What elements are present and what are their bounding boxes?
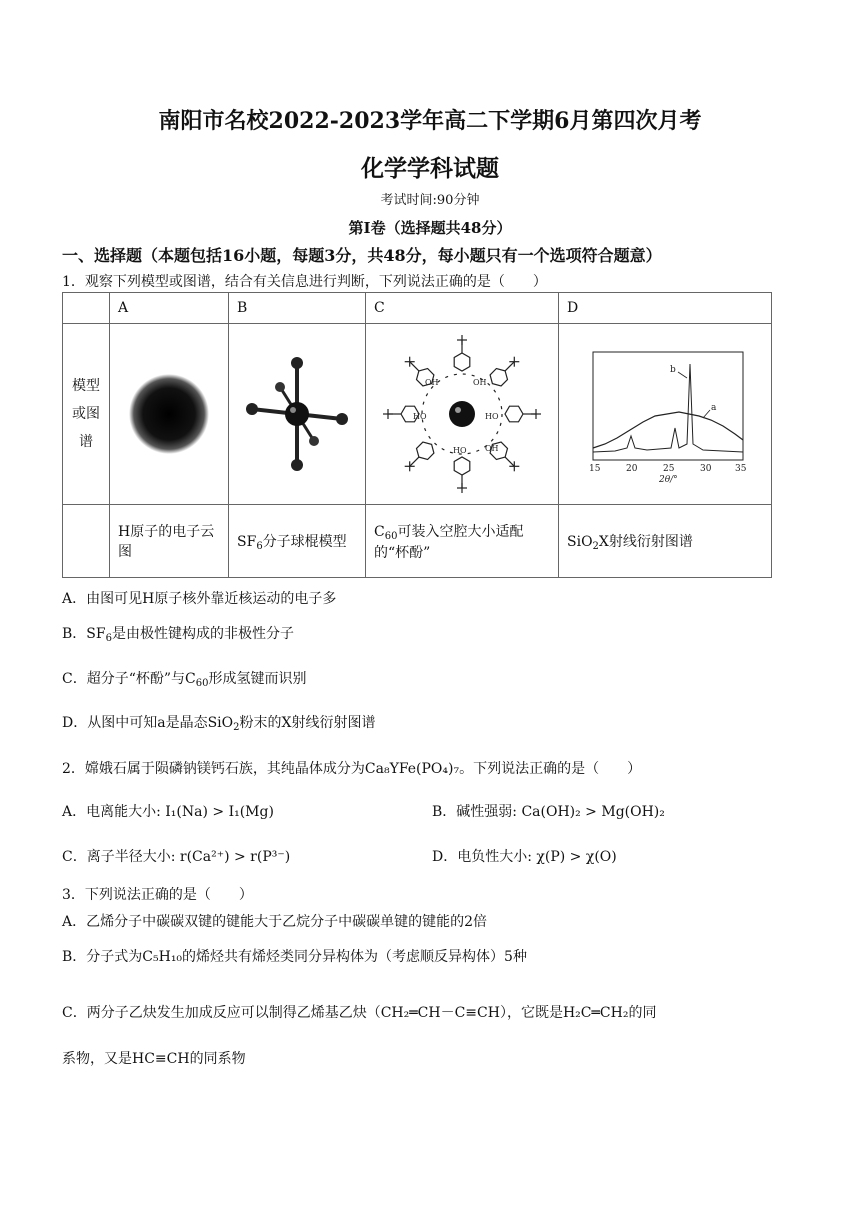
phenyl-ring xyxy=(417,442,434,459)
ho-label-3: HO xyxy=(485,412,499,421)
oh-label-1: OH xyxy=(425,378,439,387)
phenyl-ring xyxy=(505,406,523,422)
q1-c-text: 形成氢键而识别 xyxy=(208,671,307,687)
tert-butyl-bond xyxy=(505,362,514,371)
caption-b-sub: 6 xyxy=(256,540,263,552)
calixarene-image xyxy=(377,329,547,499)
cell-sf6-model xyxy=(229,324,366,505)
q1-b-label: B． xyxy=(62,626,87,642)
volume-heading: 第I卷（选择题共48分） xyxy=(348,219,512,237)
q2-stem xyxy=(62,758,641,778)
q1-c-label: C．超分子“杯酚”与 xyxy=(62,671,186,687)
q1-stem: 1．观察下列模型或图谱，结合有关信息进行判断，下列说法正确的是（ ） xyxy=(62,274,547,290)
col-label-a: A xyxy=(110,293,229,324)
sf6-ball-stick-image xyxy=(242,349,352,479)
curve-a-line xyxy=(593,412,743,448)
q2-stem-text: 2．嫦娥石属于陨磷钠镁钙石族，其纯晶体成分为 xyxy=(62,761,365,777)
tick-15: 15 xyxy=(589,464,601,474)
q1-b-text: 是由极性键构成的非极性分子 xyxy=(111,626,294,642)
q2-stem-end: 。下列说法正确的是（ ） xyxy=(459,761,642,777)
phenyl-ring xyxy=(454,457,470,475)
q1-caption-row xyxy=(63,505,772,578)
exam-subtitle: 化学学科试题 xyxy=(361,155,499,182)
caption-corner-cell xyxy=(63,505,110,578)
phenyl-ring xyxy=(490,369,507,386)
caption-d-formula: SiO xyxy=(567,533,593,550)
phenyl-ring xyxy=(454,353,470,371)
q1-option-b xyxy=(62,623,294,644)
q3-option-c-cont: 系物，又是HC≡CH的同系物 xyxy=(62,1051,246,1067)
q3-option-a: A．乙烯分子中碳碳双键的键能大于乙烷分子中碳碳单键的键能的2倍 xyxy=(62,914,488,930)
q2-option-c: C．离子半径大小: r(Ca²⁺) > r(P³⁻) xyxy=(62,849,291,865)
cell-electron-cloud xyxy=(110,324,229,505)
caption-c-sub: 60 xyxy=(384,530,398,542)
q1-option-d xyxy=(62,712,375,733)
q2-option-b: B．碱性强弱: Ca(OH)₂ > Mg(OH)₂ xyxy=(432,804,665,820)
q1-d-sub: 2 xyxy=(233,722,240,733)
tert-butyl-bond xyxy=(505,457,514,466)
tick-35: 35 xyxy=(735,464,747,474)
q2-formula: Ca₈YFe(PO₄)₇ xyxy=(364,761,460,777)
cell-calixarene xyxy=(366,324,559,505)
row-label: 模型或图谱 xyxy=(63,324,110,505)
tick-30: 30 xyxy=(700,464,712,474)
col-label-d: D xyxy=(559,293,772,324)
exam-title: 南阳市名校2022-2023学年高二下学期6月第四次月考 xyxy=(158,108,702,134)
xrd-spectrum-chart xyxy=(575,344,755,484)
caption-d xyxy=(559,505,772,578)
q1-option-a: A．由图可见H原子核外靠近核运动的电子多 xyxy=(62,591,337,607)
tick-20: 20 xyxy=(626,464,638,474)
caption-c-formula: C xyxy=(374,523,385,540)
tick-25: 25 xyxy=(663,464,675,474)
caption-b-text: 分子球棍模型 xyxy=(262,533,347,550)
q3-option-c: C．两分子乙炔发生加成反应可以制得乙烯基乙炔（CH₂═CH－C≡CH），它既是H₂C═CH₂的同 xyxy=(62,1005,657,1021)
q3-stem: 3．下列说法正确的是（ ） xyxy=(62,887,253,903)
caption-b-formula: SF xyxy=(237,533,257,550)
q2-option-a: A．电离能大小: I₁(Na) > I₁(Mg) xyxy=(62,804,274,820)
curve-a-label: a xyxy=(711,403,717,413)
q1-c-sub: 60 xyxy=(195,678,209,689)
q1-image-row xyxy=(63,324,772,505)
caption-a: H原子的电子云图 xyxy=(110,505,229,578)
caption-d-text: X射线衍射图谱 xyxy=(598,533,693,550)
q1-corner-cell xyxy=(63,293,110,324)
col-label-b: B xyxy=(229,293,366,324)
curve-b-label: b xyxy=(670,365,676,375)
q1-c-formula: C xyxy=(185,671,196,687)
caption-d-sub: 2 xyxy=(592,540,599,552)
q3-option-b: B．分子式为C₅H₁₀的烯烃共有烯烃类同分异构体为（考虑顺反异构体）5种 xyxy=(62,949,527,965)
caption-c-text: 可装入空腔大小适配的“杯酚” xyxy=(374,523,524,561)
cell-xrd-spectrum xyxy=(559,324,772,505)
xrd-xlabel: 2θ/° xyxy=(659,475,678,484)
caption-b xyxy=(229,505,366,578)
q2-option-d: D．电负性大小: χ(P) > χ(O) xyxy=(432,849,617,865)
exam-time: 考试时间:90分钟 xyxy=(380,193,480,208)
electron-cloud-image xyxy=(121,366,217,462)
q1-option-c xyxy=(62,668,306,689)
q1-d-label: D．从图中可知a是晶态 xyxy=(62,715,208,731)
q1-b-sub: 6 xyxy=(105,633,112,644)
q1-b-formula: SF xyxy=(86,626,106,642)
ho-label-2: HO xyxy=(453,446,467,455)
ho-label-1: HO xyxy=(413,412,427,421)
col-label-c: C xyxy=(366,293,559,324)
tert-butyl-bond xyxy=(410,457,419,466)
q1-d-formula: SiO xyxy=(207,715,234,731)
caption-c xyxy=(366,505,559,578)
oh-label-2: OH xyxy=(473,378,487,387)
q1-header-row xyxy=(63,293,772,324)
oh-label-3: OH xyxy=(485,444,499,453)
q1-d-text: 粉末的X射线衍射图谱 xyxy=(239,715,376,731)
tert-butyl-bond xyxy=(410,362,419,371)
q1-table xyxy=(62,292,772,578)
section-heading: 一、选择题（本题包括16小题，每题3分，共48分，每小题只有一个选项符合题意） xyxy=(62,246,662,265)
